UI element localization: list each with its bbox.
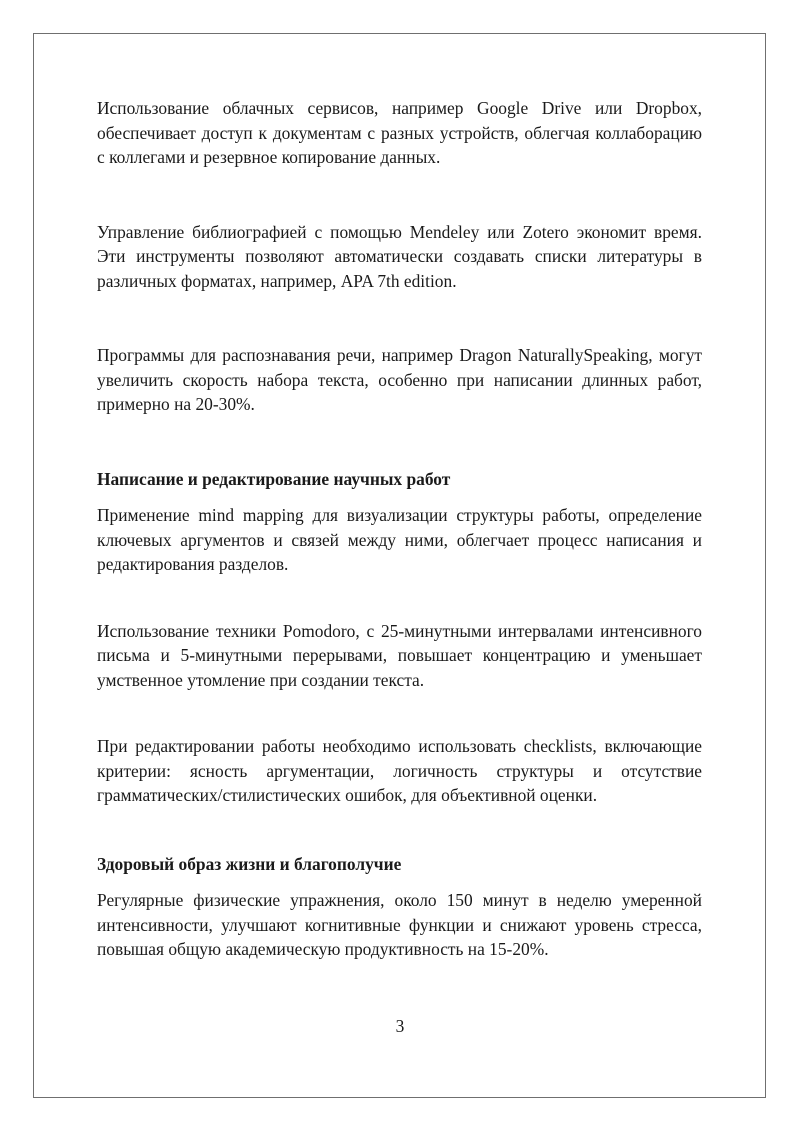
- paragraph-cloud-services: Использование облачных сервисов, например Google Drive или Dropbox, обеспечивает доступ к документам с разных устройств, облегчая коллаборацию с коллегами и резервное копирование данных.: [97, 98, 702, 167]
- paragraph-pomodoro: Использование техники Pomodoro, с 25-минутными интервалами интенсивного письма и 5-минутными перерывами, повышает концентрацию и уменьшает умственное утомление при создании текста.: [97, 620, 702, 690]
- paragraph-speech-recognition: Программы для распознавания речи, например Dragon NaturallySpeaking, могут увеличить скорость набора текста, особенно при написании длинных работ, примерно на 20-30%.: [97, 345, 702, 414]
- paragraph-checklists: При редактировании работы необходимо использовать checklists, включающие критерии: ясность аргументации, логичность структуры и отсутствие грамматических/стилистических ошибок, для объективной оценки.: [97, 736, 702, 805]
- page-number: 3: [395, 1016, 405, 1036]
- paragraph-bibliography: Управление библиографией с помощью Mendeley или Zotero экономит время. Эти инструменты позволяют автоматически создавать списки литературы в различных форматах, например, APA 7th edition.: [97, 221, 702, 291]
- heading-healthy-lifestyle: Здоровый образ жизни и благополучие: [97, 853, 402, 874]
- page-content: [97, 96, 702, 962]
- paragraph-physical-exercise: Регулярные физические упражнения, около 150 минут в неделю умеренной интенсивности, улучшают когнитивные функции и снижают уровень стресса, повышая общую академическую продуктивность на 15-20%.: [97, 890, 702, 959]
- paragraph-mind-mapping: Применение mind mapping для визуализации структуры работы, определение ключевых аргументов и связей между ними, облегчает процесс написания и редактирования разделов.: [97, 505, 702, 574]
- heading-writing-editing: Написание и редактирование научных работ: [97, 468, 451, 489]
